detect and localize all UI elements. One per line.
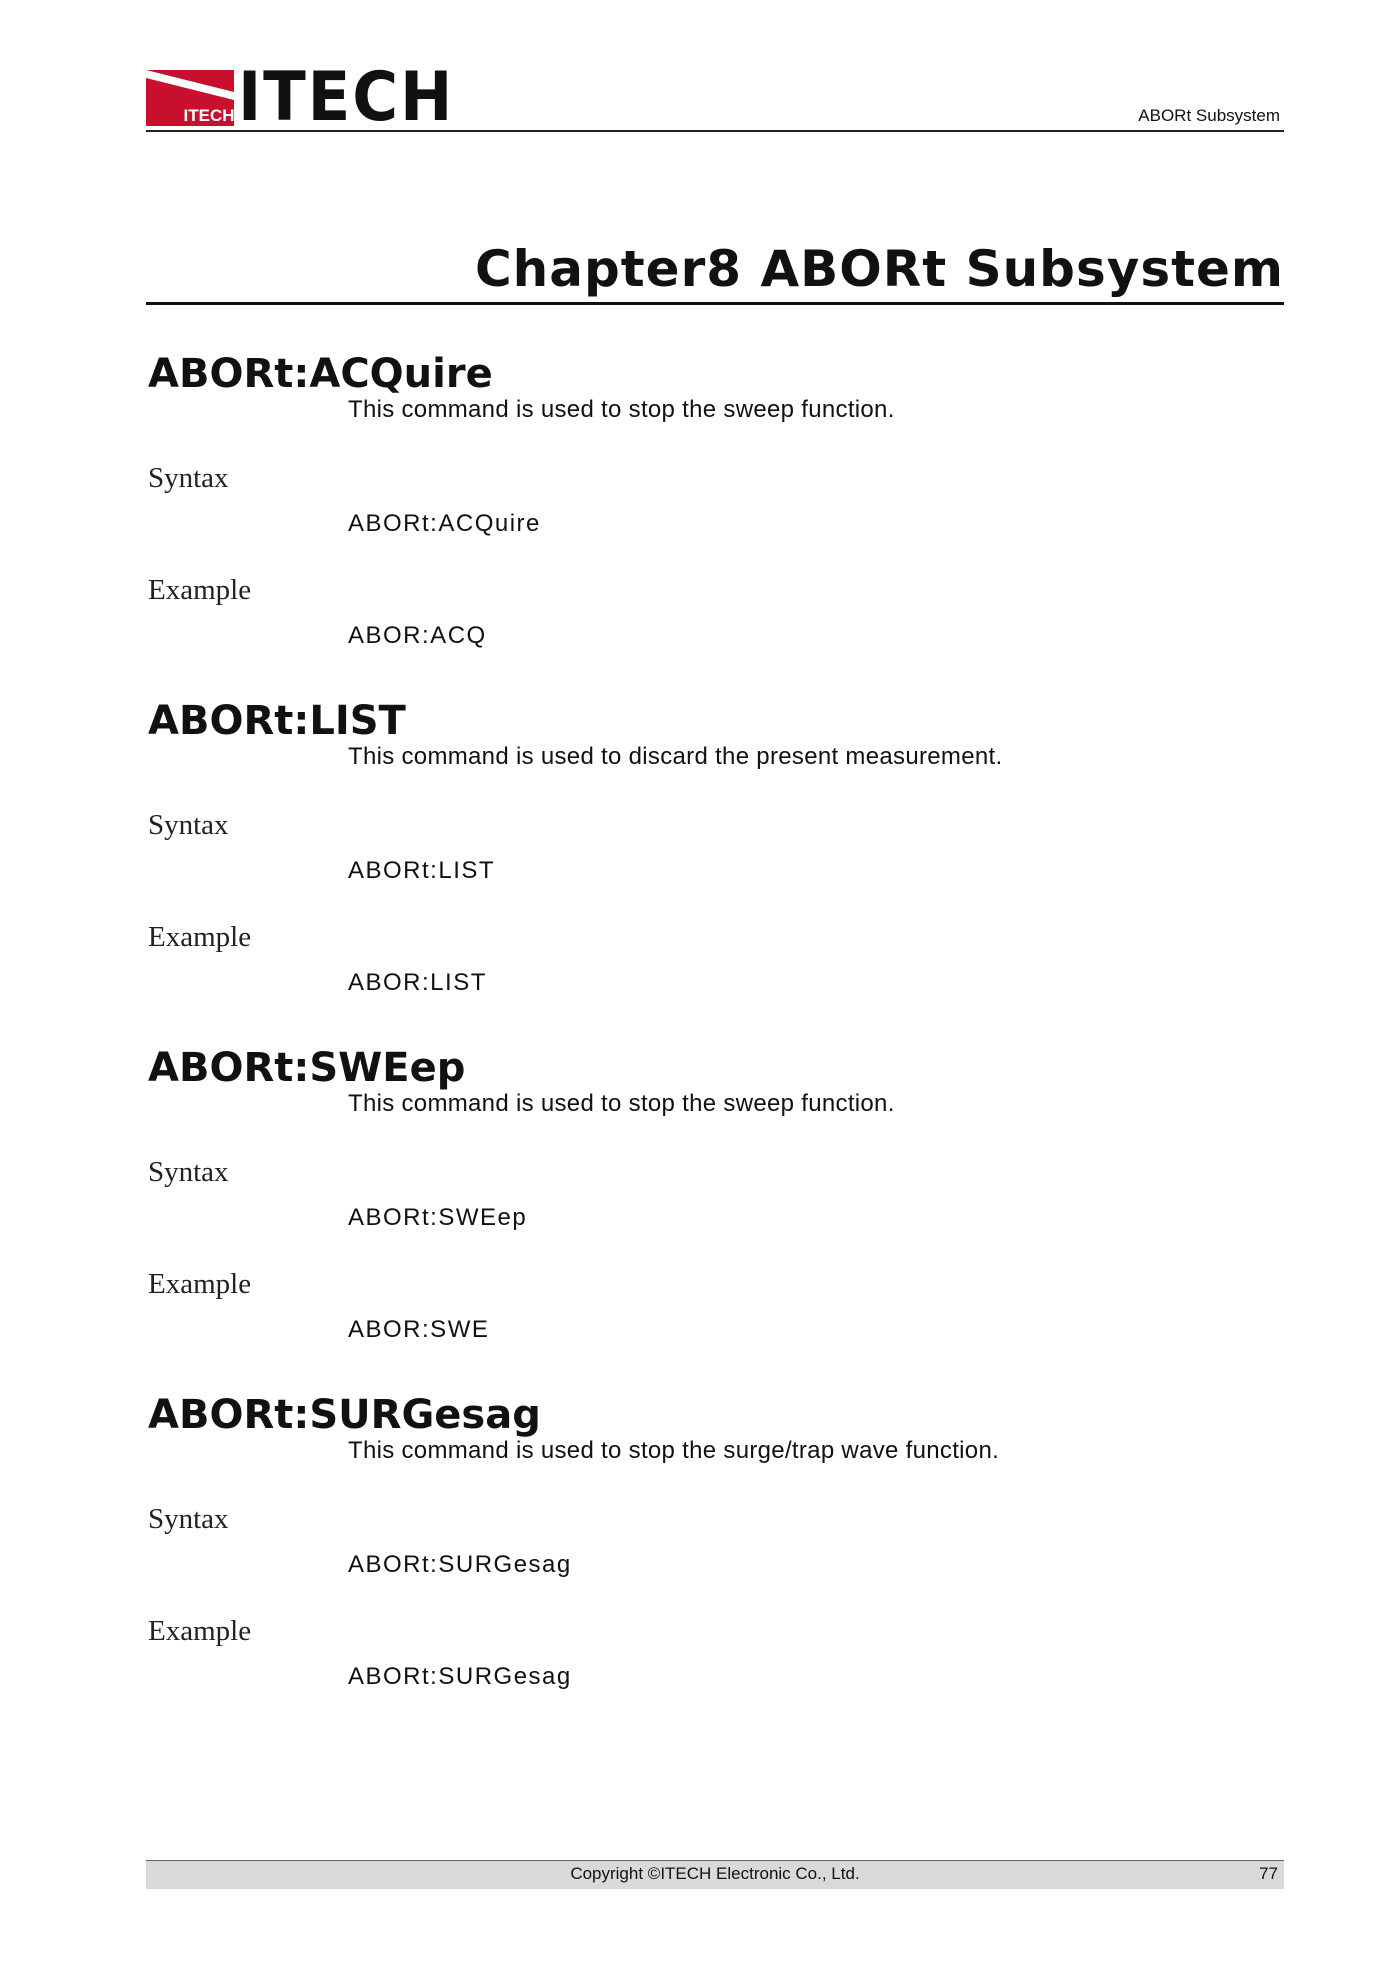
command-section-acquire: [146, 350, 1284, 680]
example-label: Example: [148, 1615, 252, 1647]
command-section-list: [146, 697, 1284, 1027]
page-header: [146, 58, 1284, 137]
syntax-value: ABORt:SURGesag: [348, 1551, 572, 1578]
example-label: Example: [148, 574, 252, 606]
syntax-label: Syntax: [148, 1503, 229, 1535]
page-footer: [146, 1860, 1284, 1889]
command-description: This command is used to stop the sweep function.: [348, 396, 895, 423]
syntax-label: Syntax: [148, 462, 229, 494]
command-title: ABORt:SWEep: [148, 1045, 466, 1091]
example-value: ABOR:LIST: [348, 969, 487, 996]
example-value: ABOR:SWE: [348, 1316, 490, 1343]
chapter-title-rule: [146, 302, 1284, 305]
page-number: 77: [1259, 1864, 1278, 1883]
command-section-surgesag: [146, 1391, 1284, 1721]
example-label: Example: [148, 921, 252, 953]
syntax-label: Syntax: [148, 1156, 229, 1188]
itech-logo: [146, 58, 473, 137]
example-label: Example: [148, 1268, 252, 1300]
chapter-title: Chapter8 ABORt Subsystem: [474, 240, 1284, 298]
syntax-value: ABORt:SWEep: [348, 1204, 528, 1231]
footer-copyright: Copyright ©ITECH Electronic Co., Ltd.: [570, 1864, 860, 1883]
syntax-value: ABORt:ACQuire: [348, 510, 541, 537]
command-title: ABORt:LIST: [148, 698, 406, 744]
example-value: ABORt:SURGesag: [348, 1663, 572, 1690]
syntax-label: Syntax: [148, 809, 229, 841]
command-title: ABORt:SURGesag: [148, 1392, 541, 1438]
command-section-sweep: [146, 1044, 1284, 1374]
logo-mark-text: ITECH: [183, 106, 234, 125]
example-value: ABOR:ACQ: [348, 622, 487, 649]
command-title: ABORt:ACQuire: [148, 351, 493, 397]
syntax-value: ABORt:LIST: [348, 857, 496, 884]
command-description: This command is used to discard the present measurement.: [348, 743, 1003, 770]
command-description: This command is used to stop the sweep function.: [348, 1090, 895, 1117]
logo-wordmark: ITECH: [238, 58, 455, 137]
itech-logo-mark-icon: [146, 70, 234, 126]
command-description: This command is used to stop the surge/trap wave function.: [348, 1437, 1000, 1464]
running-header-title: ABORt Subsystem: [1138, 106, 1280, 125]
